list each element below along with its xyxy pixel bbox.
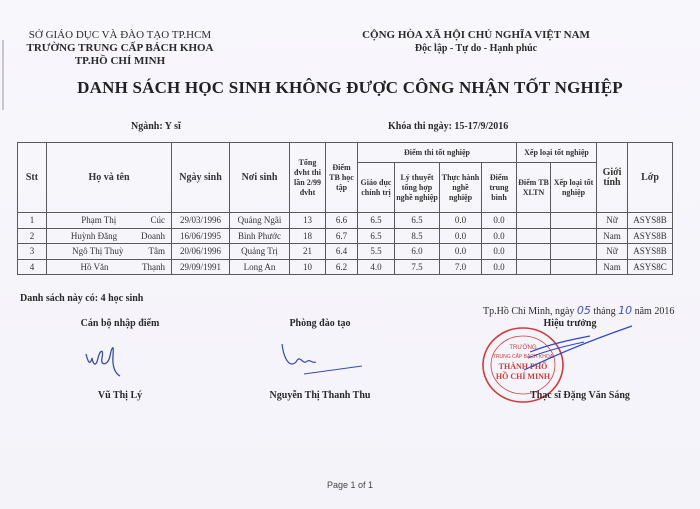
principal-name: Thạc sĩ Đặng Văn Sáng bbox=[530, 390, 630, 401]
header-dob: Ngày sinh bbox=[172, 143, 230, 213]
training-office-title: Phòng đào tạo bbox=[289, 318, 351, 329]
training-office-name: Nguyễn Thị Thanh Thu bbox=[269, 390, 371, 401]
cell-rank bbox=[551, 259, 597, 275]
header-stt: Stt bbox=[18, 143, 47, 213]
cell-xltn-score bbox=[517, 244, 551, 260]
issuer-header bbox=[20, 29, 220, 68]
cell-average: 0.0 bbox=[482, 213, 517, 229]
cell-rank bbox=[551, 244, 597, 260]
national-header bbox=[356, 29, 596, 55]
cell-average: 0.0 bbox=[482, 228, 517, 244]
cell-full-name bbox=[47, 213, 172, 229]
cell-dob: 29/09/1991 bbox=[172, 259, 230, 275]
scan-edge-artifact bbox=[2, 40, 4, 110]
header-full-name: Họ và tên bbox=[47, 143, 172, 213]
cell-dob: 20/06/1996 bbox=[172, 244, 230, 260]
cell-class: ASYS8B bbox=[628, 213, 673, 229]
cell-rank bbox=[551, 213, 597, 229]
cell-stt: 1 bbox=[18, 213, 47, 229]
given-name: Tâm bbox=[148, 246, 165, 257]
table-row bbox=[18, 228, 673, 244]
given-name: Thạnh bbox=[142, 261, 165, 272]
stamp-line2: TRUNG CẤP BÁCH KHOA bbox=[492, 354, 554, 360]
header-gender: Giới tính bbox=[597, 143, 628, 213]
cell-gender: Nam bbox=[597, 228, 628, 244]
header-xltn-score: Điểm TB XLTN bbox=[517, 163, 551, 213]
cell-birthplace: Quảng Ngãi bbox=[230, 213, 290, 229]
surname: Phạm Thị bbox=[81, 215, 117, 226]
cell-stt: 4 bbox=[18, 259, 47, 275]
cell-gpa: 6.6 bbox=[326, 213, 358, 229]
year-label: năm 2016 bbox=[634, 306, 675, 317]
cell-gender: Nữ bbox=[597, 244, 628, 260]
student-count: Danh sách này có: 4 học sinh bbox=[20, 293, 144, 304]
exam-date-label: Khóa thi ngày: 15-17/9/2016 bbox=[388, 121, 509, 132]
place-date-prefix: Tp.Hồ Chí Minh, ngày bbox=[483, 306, 575, 317]
cell-birthplace: Long An bbox=[230, 259, 290, 275]
header-gpa: Điểm TB học tập bbox=[326, 143, 358, 213]
place-date bbox=[483, 304, 674, 317]
cell-credits: 10 bbox=[290, 259, 326, 275]
table-row bbox=[18, 259, 673, 275]
cell-gpa: 6.7 bbox=[326, 228, 358, 244]
cell-practice: 0.0 bbox=[440, 228, 482, 244]
data-entry-signature-icon bbox=[80, 340, 130, 380]
table-row bbox=[18, 244, 673, 260]
cell-credits: 18 bbox=[290, 228, 326, 244]
cell-gender: Nam bbox=[597, 259, 628, 275]
cell-politics: 4.0 bbox=[358, 259, 395, 275]
cell-dob: 29/03/1996 bbox=[172, 213, 230, 229]
stamp-line3: THÀNH PHỐ bbox=[498, 362, 548, 371]
cell-full-name bbox=[47, 259, 172, 275]
header-theory: Lý thuyết tổng hợp nghề nghiệp bbox=[395, 163, 440, 213]
given-name: Doanh bbox=[141, 230, 165, 241]
month-label: tháng bbox=[593, 306, 616, 317]
school-name: TRƯỜNG TRUNG CẤP BÁCH KHOA bbox=[26, 42, 214, 54]
cell-birthplace: Quảng Trị bbox=[230, 244, 290, 260]
cell-stt: 2 bbox=[18, 228, 47, 244]
cell-xltn-score bbox=[517, 228, 551, 244]
cell-dob: 16/06/1995 bbox=[172, 228, 230, 244]
cell-credits: 21 bbox=[290, 244, 326, 260]
cell-politics: 6.5 bbox=[358, 213, 395, 229]
cell-theory: 7.5 bbox=[395, 259, 440, 275]
student-table bbox=[17, 142, 673, 275]
surname: Hồ Văn bbox=[80, 261, 109, 272]
header-birthplace: Nơi sinh bbox=[230, 143, 290, 213]
cell-theory: 6.5 bbox=[395, 213, 440, 229]
cell-full-name bbox=[47, 228, 172, 244]
header-class: Lớp bbox=[628, 143, 673, 213]
header-average: Điểm trung bình bbox=[482, 163, 517, 213]
header-rank: Xếp loại tốt nghiệp bbox=[551, 163, 597, 213]
handwritten-month: 10 bbox=[618, 304, 633, 317]
cell-politics: 6.5 bbox=[358, 228, 395, 244]
cell-xltn-score bbox=[517, 259, 551, 275]
cell-rank bbox=[551, 228, 597, 244]
cell-average: 0.0 bbox=[482, 259, 517, 275]
surname: Huỳnh Đăng bbox=[70, 230, 118, 241]
principal-title: Hiệu trưởng bbox=[543, 318, 597, 329]
cell-politics: 5.5 bbox=[358, 244, 395, 260]
cell-theory: 6.0 bbox=[395, 244, 440, 260]
document-title: DANH SÁCH HỌC SINH KHÔNG ĐƯỢC CÔNG NHẬN TỐT NGHIỆP bbox=[77, 78, 623, 97]
header-exam-group: Điểm thi tốt nghiệp bbox=[358, 143, 517, 163]
page-footer: Page 1 of 1 bbox=[326, 480, 374, 490]
cell-practice: 7.0 bbox=[440, 259, 482, 275]
table-row bbox=[18, 213, 673, 229]
national-title: CỘNG HÒA XÃ HỘI CHỦ NGHĨA VIỆT NAM bbox=[362, 29, 590, 41]
major-label: Ngành: Y sĩ bbox=[131, 121, 181, 132]
surname: Ngô Thị Thuỳ bbox=[72, 246, 124, 257]
stamp-line1: TRƯỜNG bbox=[509, 345, 537, 351]
national-motto: Độc lập - Tự do - Hạnh phúc bbox=[414, 43, 538, 54]
training-office-signature-icon bbox=[278, 340, 368, 380]
principal-signature-icon bbox=[520, 322, 640, 382]
handwritten-day: 05 bbox=[576, 304, 591, 317]
cell-class: ASYS8C bbox=[628, 259, 673, 275]
cell-gpa: 6.2 bbox=[326, 259, 358, 275]
data-entry-name: Vũ Thị Lý bbox=[97, 390, 143, 401]
header-politics: Giáo dục chính trị bbox=[358, 163, 395, 213]
cell-theory: 8.5 bbox=[395, 228, 440, 244]
stamp-line4: HỒ CHÍ MINH bbox=[495, 372, 551, 381]
cell-stt: 3 bbox=[18, 244, 47, 260]
given-name: Cúc bbox=[150, 215, 165, 226]
cell-birthplace: Bình Phước bbox=[230, 228, 290, 244]
cell-gender: Nữ bbox=[597, 213, 628, 229]
cell-gpa: 6.4 bbox=[326, 244, 358, 260]
cell-practice: 0.0 bbox=[440, 213, 482, 229]
data-entry-title: Cán bộ nhập điểm bbox=[80, 318, 160, 329]
cell-full-name bbox=[47, 244, 172, 260]
cell-practice: 0.0 bbox=[440, 244, 482, 260]
department-name: SỞ GIÁO DỤC VÀ ĐÀO TẠO TP.HCM bbox=[28, 29, 212, 41]
header-rank-group: Xếp loại tốt nghiệp bbox=[517, 143, 597, 163]
cell-class: ASYS8B bbox=[628, 244, 673, 260]
cell-average: 0.0 bbox=[482, 244, 517, 260]
cell-credits: 13 bbox=[290, 213, 326, 229]
header-practice: Thực hành nghề nghiệp bbox=[440, 163, 482, 213]
cell-class: ASYS8B bbox=[628, 228, 673, 244]
school-city: TP.HỒ CHÍ MINH bbox=[74, 55, 166, 67]
header-total-credits: Tổng đvht thi lần 2/99 đvht bbox=[290, 143, 326, 213]
cell-xltn-score bbox=[517, 213, 551, 229]
